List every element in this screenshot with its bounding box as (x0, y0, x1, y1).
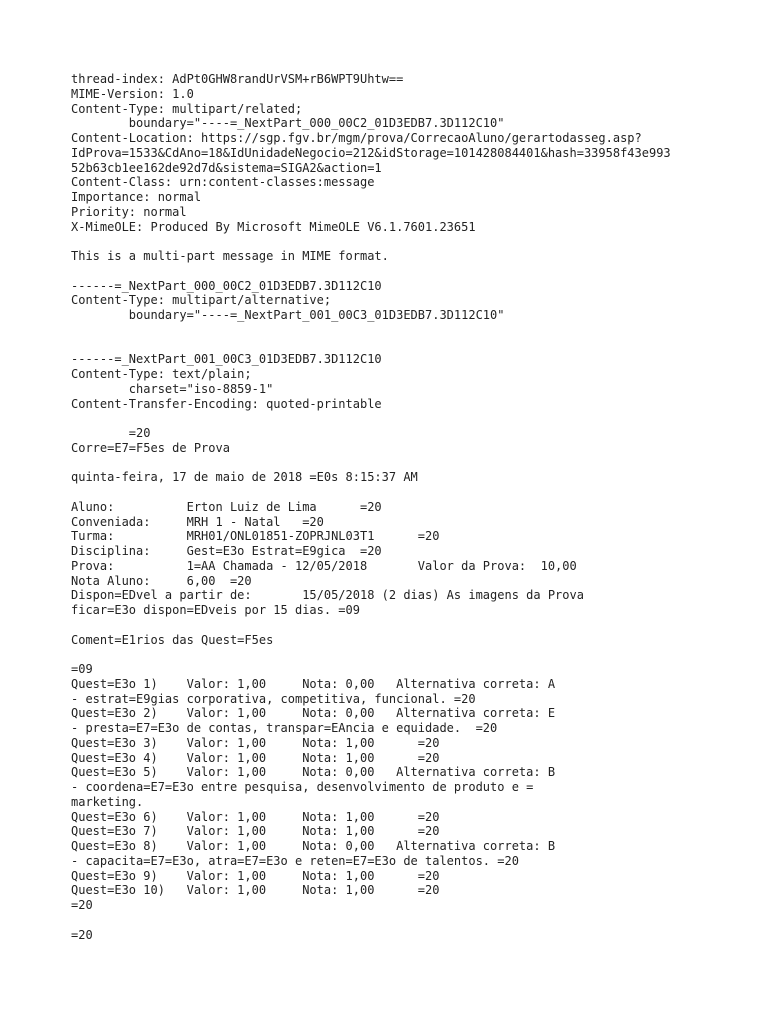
text-line (71, 485, 761, 500)
text-line: Quest=E3o 1) Valor: 1,00 Nota: 0,00 Alternativa correta: A (71, 676, 556, 691)
text-line: This is a multi-part message in MIME format. (71, 249, 389, 263)
text-line (71, 456, 761, 471)
text-line: Quest=E3o 7) Valor: 1,00 Nota: 1,00 =20 (71, 824, 440, 839)
text-line: Priority: normal (71, 204, 187, 219)
text-line: Corre=E7=F5es de Prova (71, 440, 230, 455)
text-line: ------=_NextPart_001_00C3_01D3EDB7.3D112C10 (71, 352, 382, 367)
text-line: =09 (71, 662, 93, 676)
text-line: Aluno: Erton Luiz de Lima =20 (71, 499, 382, 514)
text-line: Content-Type: text/plain; (71, 367, 252, 381)
text-line: Quest=E3o 9) Valor: 1,00 Nota: 1,00 =20 (71, 868, 440, 883)
text-line: =20 (71, 927, 93, 942)
text-line: Quest=E3o 8) Valor: 1,00 Nota: 0,00 Alternativa correta: B (71, 839, 556, 853)
text-line: =20 (71, 426, 151, 440)
text-line: Content-Type: multipart/related; (71, 101, 303, 116)
text-line: Conveniada: MRH 1 - Natal =20 (71, 514, 324, 529)
text-line: Quest=E3o 2) Valor: 1,00 Nota: 0,00 Alternativa correta: E (71, 706, 556, 721)
text-line (71, 411, 761, 426)
text-line: Disciplina: Gest=E3o Estrat=E9gica =20 (71, 544, 382, 558)
text-line: Content-Class: urn:content-classes:message (71, 175, 375, 190)
text-line: quinta-feira, 17 de maio de 2018 =E0s 8:15:37 AM (71, 470, 418, 485)
text-line: Turma: MRH01/ONL01851-ZOPRJNL03T1 =20 (71, 529, 440, 544)
text-line: IdProva=1533&CdAno=18&IdUnidadeNegocio=212&idStorage=101428084401&hash=33958f43e993 (71, 145, 671, 160)
text-line: - estrat=E9gias corporativa, competitiva, funcional. =20 (71, 691, 476, 706)
text-line: marketing. (71, 794, 144, 809)
text-line: Quest=E3o 3) Valor: 1,00 Nota: 1,00 =20 (71, 735, 440, 750)
text-line (71, 323, 761, 338)
text-line: thread-index: AdPt0GHW8randUrVSM+rB6WPT9Uhtw== (71, 72, 404, 86)
text-line: Nota Aluno: 6,00 =20 (71, 573, 252, 588)
text-line: MIME-Version: 1.0 (71, 86, 194, 101)
text-line: - capacita=E7=E3o, atra=E7=E3o e reten=E7=E3o de talentos. =20 (71, 853, 519, 868)
text-line: X-MimeOLE: Produced By Microsoft MimeOLE V6.1.7601.23651 (71, 219, 476, 234)
text-line (71, 264, 761, 279)
text-line: Quest=E3o 10) Valor: 1,00 Nota: 1,00 =20 (71, 883, 440, 898)
text-line: Content-Location: https://sgp.fgv.br/mgm/prova/CorrecaoAluno/gerartodasseg.asp? (71, 131, 642, 145)
text-line: - presta=E7=E3o de contas, transpar=EAncia e equidade. =20 (71, 721, 498, 735)
text-line: - coordena=E7=E3o entre pesquisa, desenvolvimento de produto e = (71, 780, 534, 794)
text-line (71, 234, 761, 249)
text-line (71, 913, 761, 928)
text-line: boundary="----=_NextPart_000_00C2_01D3EDB7.3D112C10" (71, 116, 505, 131)
text-line: ficar=E3o dispon=EDveis por 15 dias. =09 (71, 603, 360, 617)
text-line: Content-Transfer-Encoding: quoted-printable (71, 396, 382, 411)
text-line: boundary="----=_NextPart_001_00C3_01D3EDB7.3D112C10" (71, 308, 505, 322)
text-line: Dispon=EDvel a partir de: 15/05/2018 (2 dias) As imagens da Prova (71, 588, 584, 603)
text-line: Importance: normal (71, 190, 202, 204)
text-line (71, 647, 761, 662)
text-line: Content-Type: multipart/alternative; (71, 293, 332, 308)
mime-message-text (71, 72, 761, 942)
text-line: Quest=E3o 6) Valor: 1,00 Nota: 1,00 =20 (71, 809, 440, 824)
text-line: ------=_NextPart_000_00C2_01D3EDB7.3D112C10 (71, 278, 382, 293)
text-line: charset="iso-8859-1" (71, 381, 274, 396)
text-line (71, 338, 761, 353)
text-line: Quest=E3o 4) Valor: 1,00 Nota: 1,00 =20 (71, 750, 440, 765)
text-line: 52b63cb1ee162de92d7d&sistema=SIGA2&action=1 (71, 160, 382, 175)
text-line: Coment=E1rios das Quest=F5es (71, 632, 274, 647)
text-line: =20 (71, 898, 93, 912)
text-line: Prova: 1=AA Chamada - 12/05/2018 Valor da Prova: 10,00 (71, 558, 577, 573)
text-line (71, 618, 761, 633)
text-line: Quest=E3o 5) Valor: 1,00 Nota: 0,00 Alternativa correta: B (71, 765, 556, 780)
